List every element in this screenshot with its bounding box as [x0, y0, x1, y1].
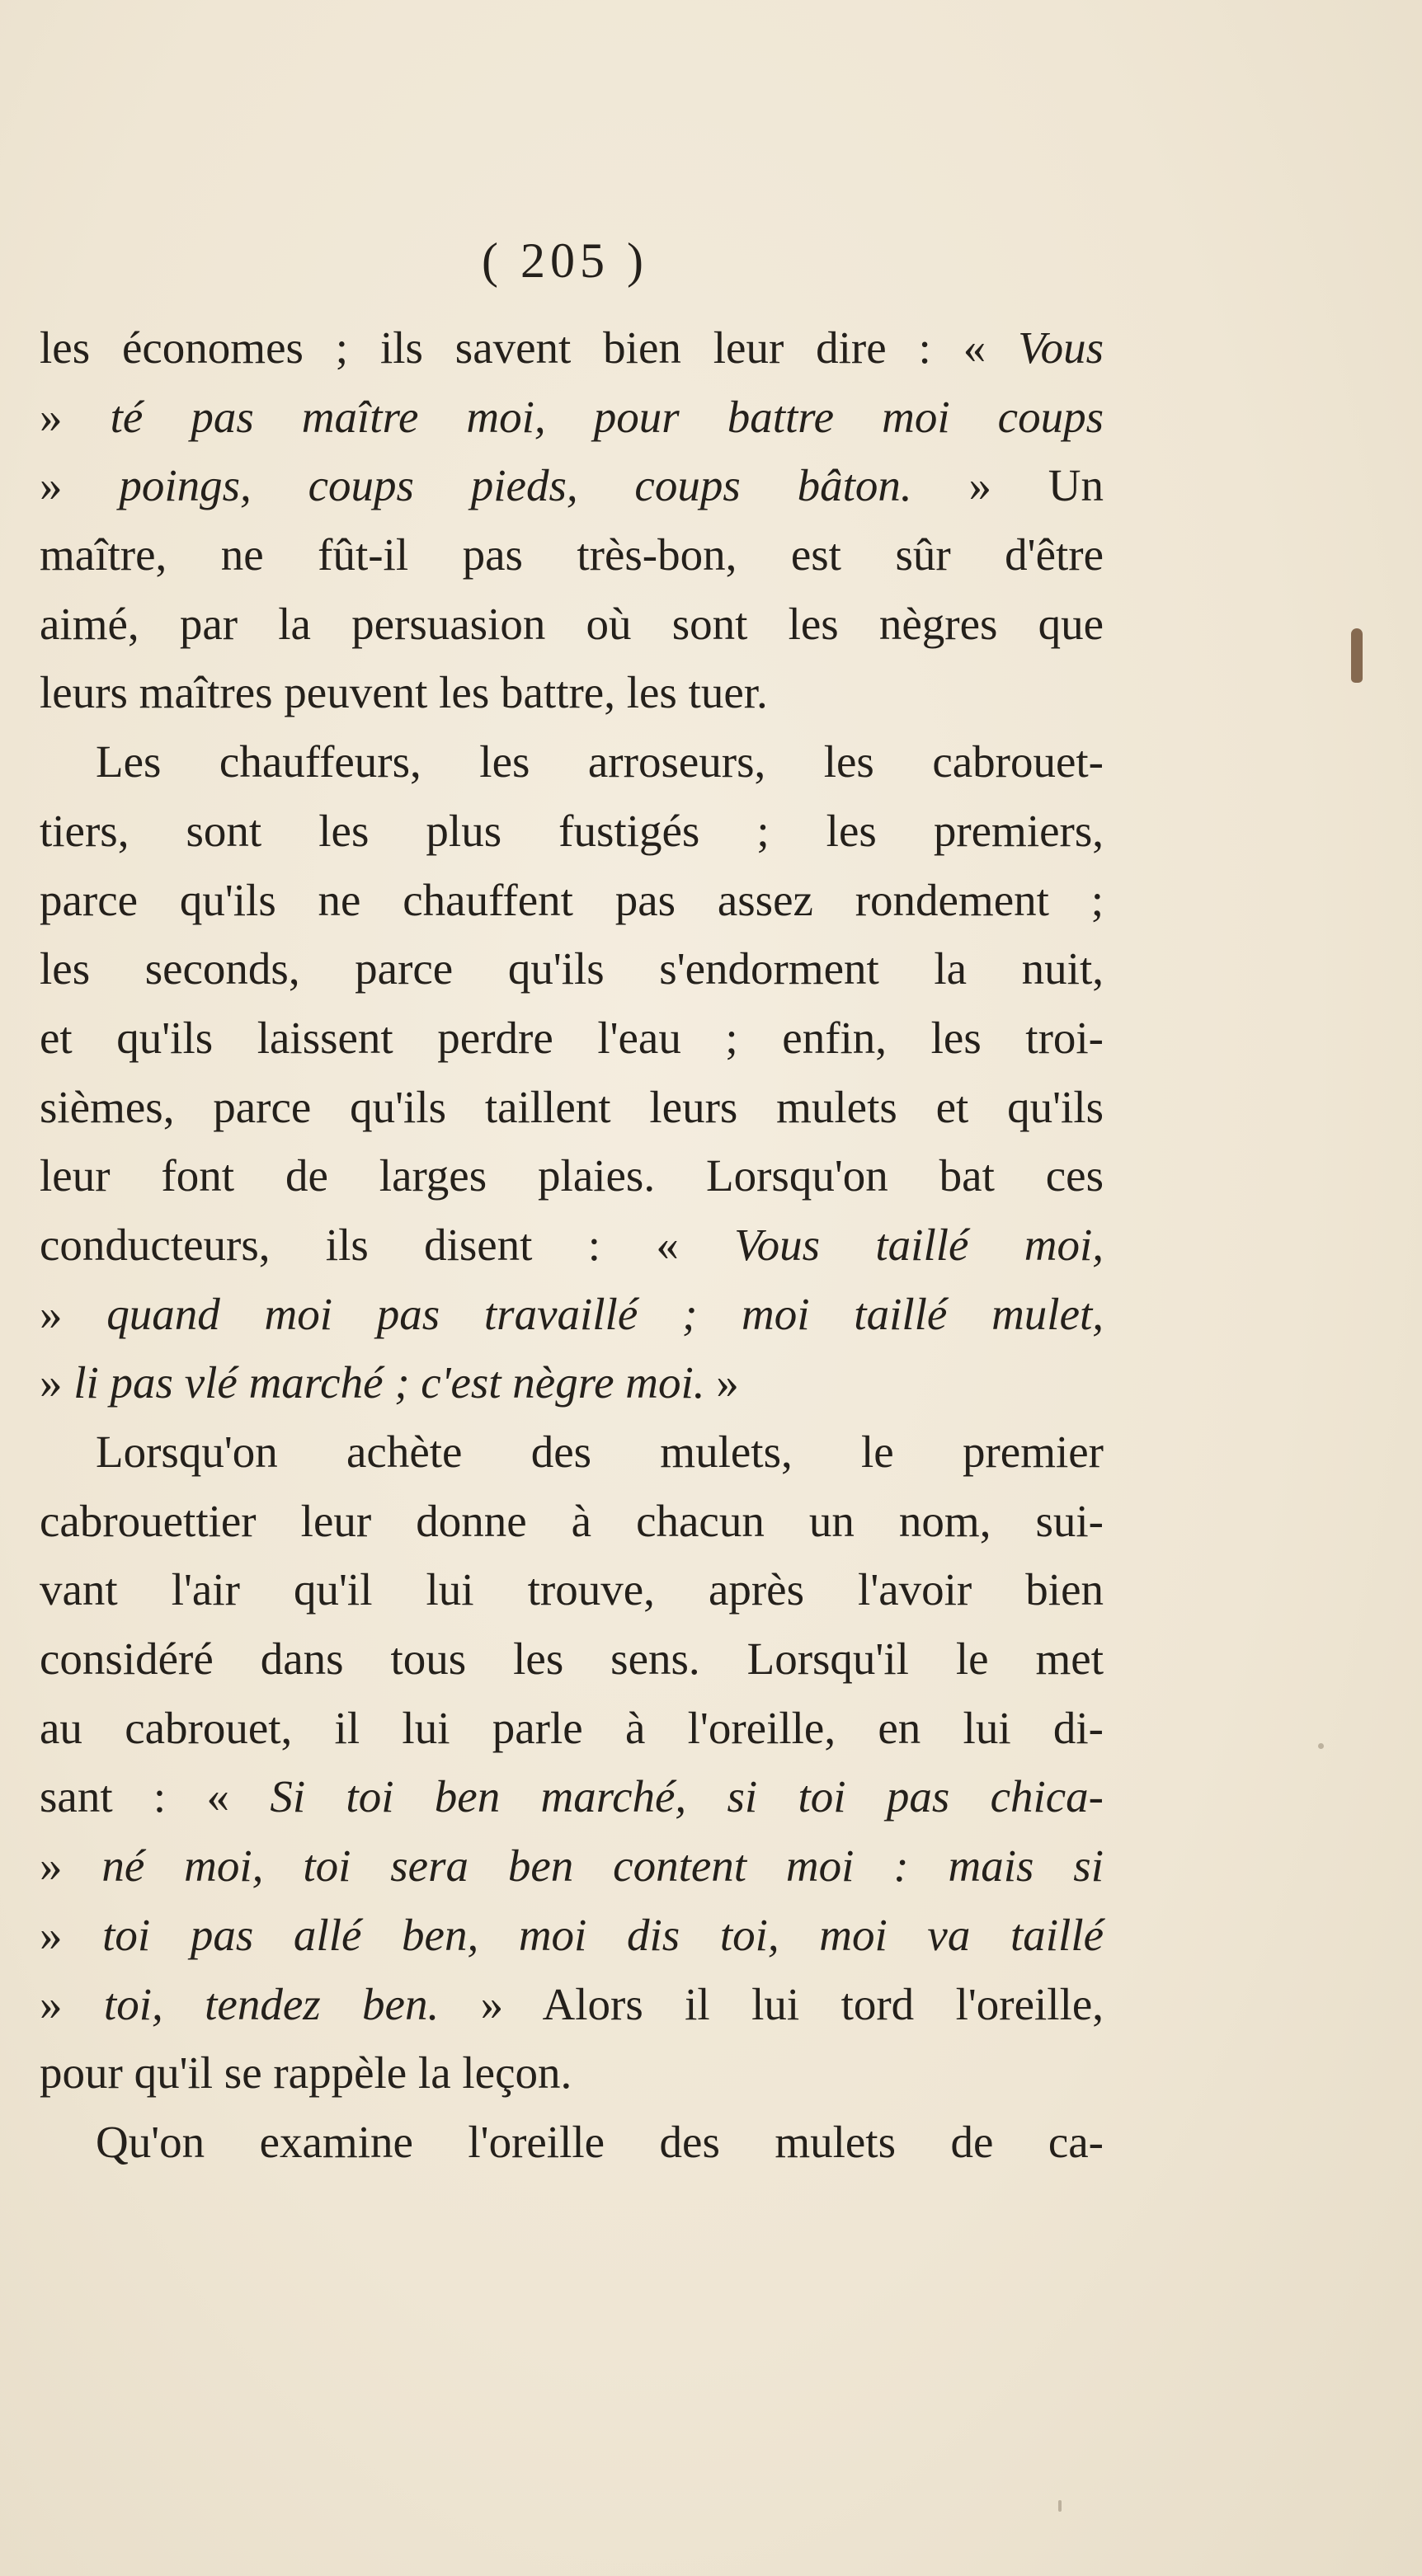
text-run: tiers, sont les plus fustigés ; les premiers, [40, 805, 1104, 856]
text-line [40, 451, 1104, 520]
text-line [40, 2108, 1104, 2177]
text-line [40, 1555, 1104, 1624]
text-line [40, 1073, 1104, 1142]
page-number: ( 205 ) [482, 233, 648, 288]
text-line [40, 1970, 1104, 2039]
text-line [40, 1348, 1104, 1417]
text-run: leur font de larges plaies. Lorsqu'on bat ces [40, 1150, 1104, 1201]
text-line [40, 658, 1104, 727]
text-line [40, 934, 1104, 1004]
text-line [40, 1141, 1104, 1210]
text-run: leurs maîtres peuvent les battre, les tuer. [40, 667, 768, 718]
italic-text: té pas maître moi, pour battre moi coups [110, 391, 1104, 442]
text-run: vant l'air qu'il lui trouve, après l'avoir bien [40, 1564, 1104, 1615]
text-line [40, 1487, 1104, 1556]
text-run: considéré dans tous les sens. Lorsqu'il le met [40, 1634, 1104, 1685]
text-run: » Un [911, 460, 1104, 511]
text-line [40, 1624, 1104, 1694]
italic-text: li pas vlé marché ; c'est nègre moi. [73, 1357, 705, 1408]
text-line [40, 2038, 1104, 2108]
italic-text: Si toi ben marché, si toi pas chica- [270, 1771, 1104, 1822]
text-run: » [40, 1978, 104, 2029]
italic-text: Vous taillé moi, [734, 1219, 1104, 1270]
text-line [40, 866, 1104, 935]
text-run: conducteurs, ils disent : « [40, 1219, 735, 1270]
text-run: au cabrouet, il lui parle à l'oreille, en lui di- [40, 1702, 1104, 1753]
text-line [40, 1004, 1104, 1073]
text-line [40, 1762, 1104, 1831]
text-run: » [40, 460, 120, 511]
text-run: » [40, 1288, 107, 1339]
text-run: aimé, par la persuasion où sont les nègres que [40, 598, 1104, 649]
italic-text: toi pas allé ben, moi dis toi, moi va taillé [102, 1909, 1104, 1960]
italic-text: né moi, toi sera ben content moi : mais si [101, 1840, 1104, 1892]
text-line [40, 1280, 1104, 1349]
text-line [40, 383, 1104, 452]
text-run: les seconds, parce qu'ils s'endorment la nuit, [40, 943, 1104, 994]
text-line [40, 313, 1104, 383]
text-line [40, 1694, 1104, 1763]
text-line [40, 1831, 1104, 1901]
text-run: » Alors il lui tord l'oreille, [439, 1978, 1104, 2029]
text-line [40, 1417, 1104, 1487]
text-line [40, 727, 1104, 797]
text-line [40, 590, 1104, 659]
ink-stain-mark [1351, 628, 1363, 683]
paper-speck [1058, 2500, 1062, 2512]
text-line [40, 1901, 1104, 1970]
body-text [40, 313, 1104, 2177]
text-run: les économes ; ils savent bien leur dire : « [40, 322, 1019, 373]
text-run: Les chauffeurs, les arroseurs, les cabrouet- [96, 736, 1104, 787]
text-run: » [40, 1840, 102, 1892]
text-run: Qu'on examine l'oreille des mulets de ca- [96, 2116, 1104, 2167]
text-run: sant : « [40, 1771, 271, 1822]
text-run: maître, ne fût-il pas très-bon, est sûr d'être [40, 529, 1104, 581]
text-run: » [704, 1357, 739, 1408]
text-run: » [40, 1357, 74, 1408]
italic-text: Vous [1018, 322, 1104, 373]
text-run: parce qu'ils ne chauffent pas assez rondement ; [40, 874, 1104, 925]
text-run: et qu'ils laissent perdre l'eau ; enfin, les troi- [40, 1012, 1104, 1063]
text-run: pour qu'il se rappèle la leçon. [40, 2047, 572, 2099]
text-run: » [40, 1909, 103, 1960]
text-line [40, 520, 1104, 590]
text-line [40, 1210, 1104, 1280]
text-line [40, 797, 1104, 866]
italic-text: toi, tendez ben. [103, 1978, 440, 2029]
italic-text: quand moi pas travaillé ; moi taillé mulet, [106, 1288, 1104, 1339]
text-run: » [40, 391, 111, 442]
text-run: Lorsqu'on achète des mulets, le premier [96, 1427, 1104, 1477]
text-run: sièmes, parce qu'ils taillent leurs mulets et qu'ils [40, 1081, 1104, 1132]
text-run: cabrouettier leur donne à chacun un nom, sui- [40, 1495, 1104, 1546]
paper-speck [1318, 1743, 1324, 1749]
italic-text: poings, coups pieds, coups bâton. [119, 460, 912, 511]
